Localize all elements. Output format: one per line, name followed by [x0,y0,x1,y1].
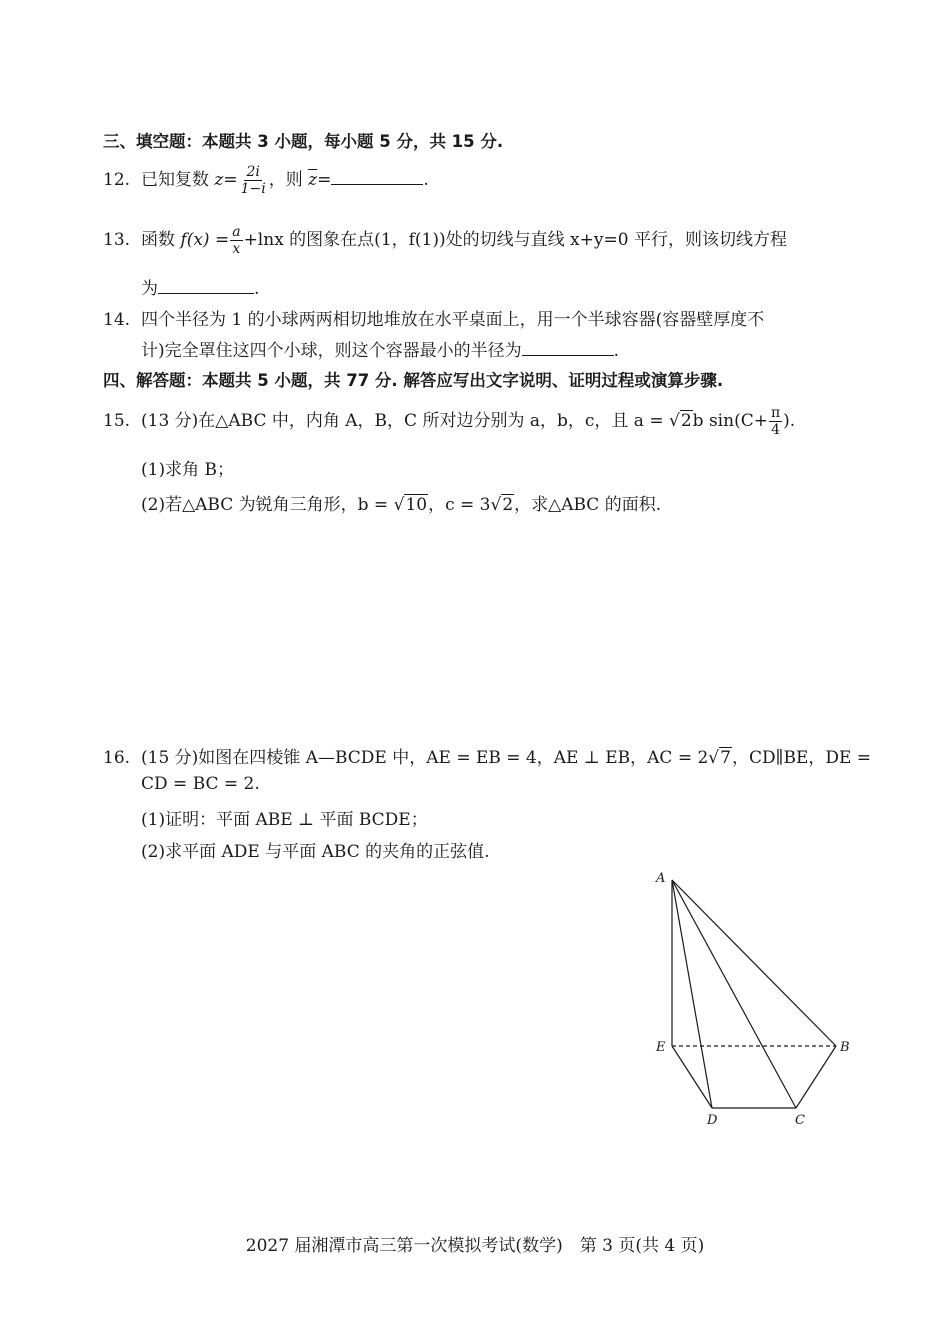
question-12 [103,164,429,197]
q15-part2-pre: (2)若△ABC 为锐角三角形，b = [141,495,389,515]
q15-text-mid: b sin(C+ [692,411,768,432]
q15-part2-sqrt1: √10 [393,495,428,515]
q15-part-2 [141,490,661,515]
page-footer: 2027 届湘潭市高三第一次模拟考试(数学) 第 3 页(共 4 页) [245,1236,705,1256]
q14-line2-pre: 计)完全罩住这四个小球，则这个容器最小的半径为 [141,341,522,361]
question-number: 14. [103,310,131,330]
q12-frac-den: 1−i [240,181,266,198]
pyramid-figure [650,862,860,1132]
q16-line1-pre: (15 分)如图在四棱锥 A—BCDE 中，AE = EB = 4，AE ⊥ EB，AC = 2 [141,748,709,768]
question-number: 15. [103,411,131,432]
q15-sqrt: √2 [669,411,692,432]
q13-fraction [230,224,242,257]
question-15 [103,405,795,438]
q13-line2-pre: 为 [141,279,158,299]
question-16 [103,743,871,768]
q13-answer-blank [158,293,254,294]
q15-end: ). [783,411,796,432]
label-C: C [795,1113,805,1128]
q13-end: . [254,279,260,299]
question-13 [103,224,787,257]
q13-text-post: +lnx 的图象在点(1，f(1))处的切线与直线 x+y=0 平行，则该切线方程 [243,230,787,251]
question-number: 16. [103,748,131,768]
q12-z: z [214,170,224,191]
q15-part-1: (1)求角 B； [141,460,234,480]
question-14-line2 [141,336,619,361]
q12-text-mid: ，则 [268,170,303,191]
q14-line1: 四个半径为 1 的小球两两相切地堆放在水平桌面上，用一个半球容器(容器壁厚度不 [141,310,765,330]
q13-fx: f(x) = [180,230,230,251]
q12-eq2: = [317,170,332,191]
q16-part-2: (2)求平面 ADE 与平面 ABC 的夹角的正弦值. [141,842,490,862]
q16-sqrt: √7 [708,748,731,768]
q12-text-pre: 已知复数 [141,170,209,191]
q14-answer-blank [522,355,614,356]
q15-part2-mid: ，c = 3 [428,495,491,515]
label-B: B [840,1040,850,1055]
q12-eq: = [223,170,238,191]
label-A: A [656,871,666,886]
q13-frac-num: a [232,224,241,240]
q16-sqrt-value: 7 [720,748,731,768]
q14-end: . [613,341,620,361]
q12-fraction [239,164,268,197]
question-number: 13. [103,230,131,251]
label-E: E [656,1040,666,1055]
label-D: D [707,1113,718,1128]
q13-text-pre: 函数 [141,230,175,251]
q16-part-1: (1)证明：平面 ABE ⊥ 平面 BCDE； [141,810,428,830]
section-3-title: 三、填空题：本题共 3 小题，每小题 5 分，共 15 分. [103,132,504,151]
question-number: 12. [103,170,131,191]
question-13-line2 [141,274,259,299]
q12-end: . [423,170,429,191]
section-4-title: 四、解答题：本题共 5 小题，共 77 分. 解答应写出文字说明、证明过程或演算步骤. [103,371,724,390]
q12-answer-blank [331,184,423,185]
q16-line1-end: ，CD∥BE，DE = [731,748,872,768]
question-14 [103,305,764,330]
q15-sqrt-value: 2 [680,411,692,432]
q15-part2-sqrt2: √2 [490,495,514,515]
q15-frac-num: π [770,405,781,421]
q15-fraction [769,405,782,438]
q12-frac-num: 2i [246,164,260,180]
q15-part2-end: ，求△ABC 的面积. [514,495,662,515]
edge-CB [796,1046,836,1108]
q12-zbar: $\overline{z}$ [308,170,318,191]
q15-part2-sqrt1-value: 10 [405,495,428,515]
q16-line2: CD = BC = 2. [141,774,260,794]
q13-frac-den: x [232,241,241,258]
q15-frac-den: 4 [771,422,781,439]
q15-part2-sqrt2-value: 2 [502,495,514,515]
q15-text-pre: (13 分)在△ABC 中，内角 A，B，C 所对边分别为 a，b，c，且 a = [141,411,664,432]
